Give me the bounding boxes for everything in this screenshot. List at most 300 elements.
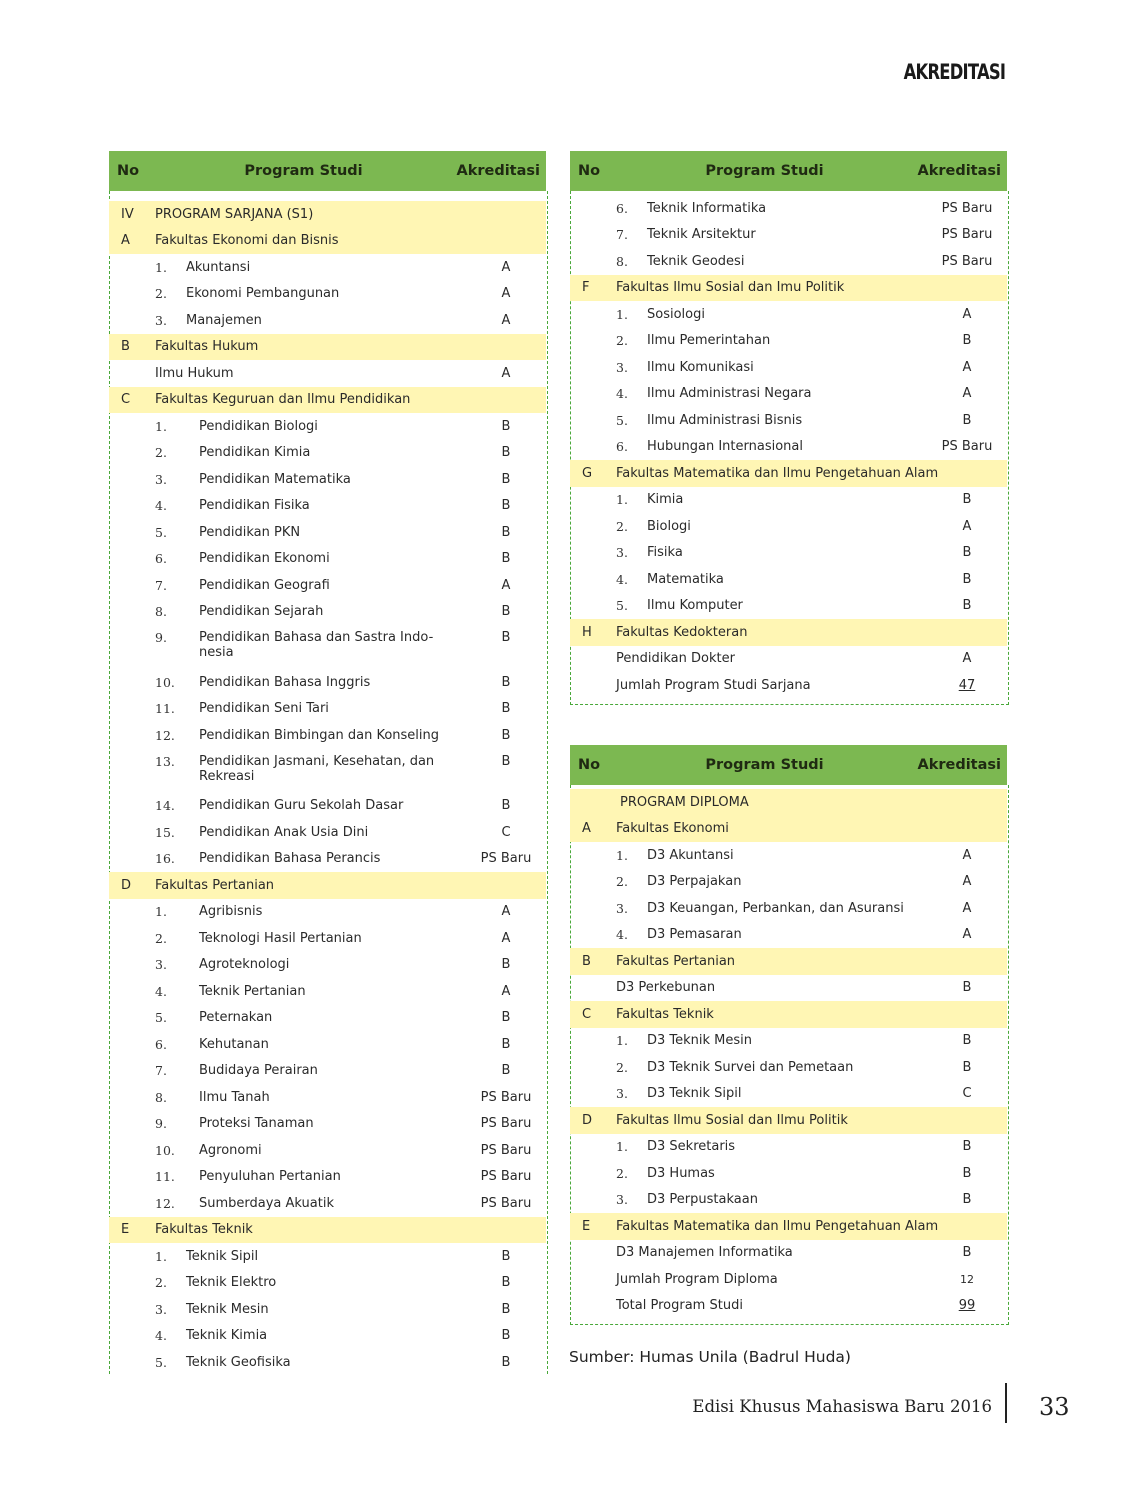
accreditation-value: B xyxy=(501,551,511,567)
accreditation-value: B xyxy=(501,701,511,717)
faculty-name: Fakultas Ilmu Sosial dan Ilmu Politik xyxy=(616,1112,848,1128)
program-row xyxy=(109,952,546,979)
faculty-row xyxy=(109,387,546,414)
column-header-no: No xyxy=(578,757,601,773)
faculty-row xyxy=(570,1001,1007,1028)
program-name: Biologi xyxy=(647,518,691,534)
program-name: Pendidikan Ekonomi xyxy=(199,551,330,567)
program-name: Ekonomi Pembangunan xyxy=(186,286,340,302)
item-number: 1. xyxy=(616,847,628,863)
program-name: D3 Pemasaran xyxy=(647,927,742,943)
item-number: 4. xyxy=(155,983,167,999)
program-name: Akuntansi xyxy=(186,259,251,275)
item-number: 14. xyxy=(155,798,175,814)
faculty-code: G xyxy=(582,465,593,481)
accreditation-value: B xyxy=(962,980,972,996)
program-row xyxy=(570,540,1007,567)
item-number: 5. xyxy=(616,598,628,614)
program-name: Teknik Informatika xyxy=(647,200,767,216)
program-name: Ilmu Pemerintahan xyxy=(647,333,771,349)
program-name: Teknologi Hasil Pertanian xyxy=(199,930,362,946)
item-number: 1. xyxy=(155,418,167,434)
accreditation-value: B xyxy=(501,1354,511,1370)
item-number: 1. xyxy=(155,1248,167,1264)
program-name: Hubungan Internasional xyxy=(647,439,803,455)
column-header-program: Program Studi xyxy=(244,163,363,179)
program-name: Proteksi Tanaman xyxy=(199,1116,314,1132)
faculty-name: Fakultas Keguruan dan Ilmu Pendidikan xyxy=(155,392,411,408)
program-row xyxy=(570,195,1007,222)
program-name: Ilmu Administrasi Bisnis xyxy=(647,412,803,428)
program-row xyxy=(109,599,546,626)
item-number: 3. xyxy=(155,471,167,487)
program-row xyxy=(109,254,546,281)
item-number: 3. xyxy=(616,545,628,561)
item-number: 3. xyxy=(616,1192,628,1208)
faculty-row xyxy=(570,460,1007,487)
program-row xyxy=(570,1054,1007,1081)
item-number: 8. xyxy=(155,1089,167,1105)
program-name: Fisika xyxy=(647,545,683,561)
program-row xyxy=(109,846,546,873)
program-name: Jumlah Program Diploma xyxy=(616,1271,778,1287)
program-row xyxy=(570,407,1007,434)
program-name: Ilmu Komunikasi xyxy=(647,359,754,375)
item-number: 1. xyxy=(155,259,167,275)
column-header-akreditasi: Akreditasi xyxy=(456,163,540,179)
total-row xyxy=(570,672,1007,699)
program-row xyxy=(570,248,1007,275)
accreditation-value: A xyxy=(501,286,511,302)
item-number: 12. xyxy=(155,727,175,743)
column-header-akreditasi: Akreditasi xyxy=(917,757,1001,773)
accreditation-value: PS Baru xyxy=(941,227,993,243)
program-name: Pendidikan Fisika xyxy=(199,498,310,514)
program-name: Ilmu Komputer xyxy=(647,598,743,614)
accreditation-value: B xyxy=(962,333,972,349)
item-number: 7. xyxy=(616,227,628,243)
program-name: Teknik Geodesi xyxy=(647,253,745,269)
program-name: Agribisnis xyxy=(199,904,263,920)
accreditation-value: PS Baru xyxy=(480,1195,532,1211)
accreditation-value: B xyxy=(501,498,511,514)
item-number: 8. xyxy=(616,253,628,269)
accreditation-value: B xyxy=(501,1301,511,1317)
program-name: Pendidikan Biologi xyxy=(199,418,318,434)
table-header xyxy=(570,745,1007,785)
faculty-name: Fakultas Matematika dan Ilmu Pengetahuan Alam xyxy=(616,1218,939,1234)
faculty-code: D xyxy=(121,877,132,893)
program-name: Ilmu Hukum xyxy=(155,365,234,381)
program-name: Penyuluhan Pertanian xyxy=(199,1169,341,1185)
program-name: D3 Teknik Sipil xyxy=(647,1086,742,1102)
program-row xyxy=(570,922,1007,949)
program-row xyxy=(109,1137,546,1164)
faculty-code: A xyxy=(582,821,591,837)
accreditation-value: B xyxy=(501,1010,511,1026)
column-header-akreditasi: Akreditasi xyxy=(917,163,1001,179)
item-number: 12. xyxy=(155,1195,175,1211)
table-body xyxy=(570,191,1007,705)
faculty-name: PROGRAM SARJANA (S1) xyxy=(155,206,314,222)
item-number: 7. xyxy=(155,577,167,593)
source-note: Sumber: Humas Unila (Badrul Huda) xyxy=(569,1348,851,1366)
accreditation-value: B xyxy=(501,630,511,645)
accreditation-value: B xyxy=(501,753,511,769)
item-number: 3. xyxy=(616,1086,628,1102)
program-name: Teknik Pertanian xyxy=(199,983,306,999)
item-number: 2. xyxy=(616,333,628,349)
item-number: 15. xyxy=(155,824,175,840)
faculty-name: Fakultas Pertanian xyxy=(155,877,275,893)
program-row xyxy=(570,328,1007,355)
accreditation-value: B xyxy=(962,1165,972,1181)
total-row xyxy=(570,1293,1007,1320)
program-row xyxy=(109,625,546,669)
program-row xyxy=(570,869,1007,896)
column-header-no: No xyxy=(117,163,140,179)
program-name: D3 Manajemen Informatika xyxy=(616,1245,793,1261)
faculty-code: C xyxy=(121,392,131,408)
accreditation-value: B xyxy=(501,674,511,690)
program-row xyxy=(109,1349,546,1376)
accreditation-value: A xyxy=(962,386,972,402)
program-name: Pendidikan Bahasa Perancis xyxy=(199,851,381,867)
table-diploma xyxy=(570,745,1007,1325)
faculty-row xyxy=(109,872,546,899)
item-number: 6. xyxy=(155,1036,167,1052)
program-name: Agronomi xyxy=(199,1142,262,1158)
item-number: 4. xyxy=(155,498,167,514)
program-name: Teknik Mesin xyxy=(186,1301,269,1317)
faculty-row xyxy=(109,228,546,255)
faculty-name: Fakultas Hukum xyxy=(155,339,259,355)
program-row xyxy=(570,222,1007,249)
accreditation-value: B xyxy=(501,471,511,487)
accreditation-value: B xyxy=(501,524,511,540)
program-row xyxy=(570,1134,1007,1161)
program-row xyxy=(109,307,546,334)
faculty-name: Fakultas Ilmu Sosial dan Imu Politik xyxy=(616,280,845,296)
item-number: 8. xyxy=(155,604,167,620)
table-body xyxy=(570,785,1007,1325)
item-number: 4. xyxy=(616,386,628,402)
program-name: Pendidikan Dokter xyxy=(616,651,735,667)
faculty-row xyxy=(570,1107,1007,1134)
accreditation-value: B xyxy=(962,1245,972,1261)
accreditation-value: A xyxy=(501,904,511,920)
program-name: Pendidikan Bahasa dan Sastra Indo- nesia xyxy=(199,630,434,660)
accreditation-value: A xyxy=(962,306,972,322)
program-name: Pendidikan Guru Sekolah Dasar xyxy=(199,798,404,814)
item-number: 3. xyxy=(155,312,167,328)
accreditation-value: A xyxy=(962,900,972,916)
item-number: 3. xyxy=(616,900,628,916)
accreditation-value: B xyxy=(962,1059,972,1075)
program-row xyxy=(109,1084,546,1111)
program-name: Pendidikan Anak Usia Dini xyxy=(199,824,369,840)
accreditation-value: B xyxy=(501,445,511,461)
accreditation-value: B xyxy=(501,957,511,973)
program-name: Sosiologi xyxy=(647,306,705,322)
column-header-no: No xyxy=(578,163,601,179)
program-row xyxy=(109,493,546,520)
accreditation-value: B xyxy=(962,1192,972,1208)
accreditation-value: A xyxy=(962,359,972,375)
program-row xyxy=(570,513,1007,540)
program-row xyxy=(109,722,546,749)
table-sarjana-left xyxy=(109,151,546,1374)
item-number: 2. xyxy=(616,518,628,534)
program-row xyxy=(109,572,546,599)
faculty-name: Fakultas Teknik xyxy=(616,1006,714,1022)
accreditation-value: B xyxy=(962,571,972,587)
program-row xyxy=(109,1190,546,1217)
faculty-row xyxy=(570,816,1007,843)
accreditation-value: PS Baru xyxy=(480,1142,532,1158)
footer-edition: Edisi Khusus Mahasiswa Baru 2016 xyxy=(692,1397,992,1416)
item-number: 2. xyxy=(155,286,167,302)
program-row xyxy=(570,593,1007,620)
faculty-code: D xyxy=(582,1112,593,1128)
program-row xyxy=(570,1187,1007,1214)
item-number: 11. xyxy=(155,701,175,717)
program-name: Manajemen xyxy=(186,312,262,328)
item-number: 16. xyxy=(155,851,175,867)
program-row xyxy=(109,519,546,546)
faculty-code: B xyxy=(121,339,130,355)
accreditation-value: A xyxy=(962,874,972,890)
accreditation-value: A xyxy=(501,259,511,275)
program-name: Total Program Studi xyxy=(616,1298,743,1314)
program-row xyxy=(570,1160,1007,1187)
program-name: Kehutanan xyxy=(199,1036,269,1052)
accreditation-value: B xyxy=(501,1063,511,1079)
accreditation-value: B xyxy=(962,545,972,561)
item-number: 10. xyxy=(155,1142,175,1158)
accreditation-value: B xyxy=(962,492,972,508)
program-name: Jumlah Program Studi Sarjana xyxy=(616,677,811,693)
program-name: Matematika xyxy=(647,571,724,587)
item-number: 10. xyxy=(155,674,175,690)
accreditation-value: PS Baru xyxy=(480,1169,532,1185)
item-number: 2. xyxy=(616,1165,628,1181)
item-number: 4. xyxy=(155,1328,167,1344)
program-row xyxy=(109,1111,546,1138)
accreditation-value: B xyxy=(501,418,511,434)
item-number: 2. xyxy=(616,1059,628,1075)
item-number: 4. xyxy=(616,927,628,943)
faculty-code: A xyxy=(121,233,130,249)
program-row xyxy=(570,1081,1007,1108)
faculty-code: H xyxy=(582,624,592,640)
faculty-name: Fakultas Pertanian xyxy=(616,953,736,969)
program-name: Pendidikan Matematika xyxy=(199,471,351,487)
item-number: 6. xyxy=(155,551,167,567)
program-row xyxy=(570,487,1007,514)
program-row xyxy=(570,646,1007,673)
accreditation-value: B xyxy=(501,604,511,620)
program-row xyxy=(109,1243,546,1270)
program-row xyxy=(109,899,546,926)
accreditation-value: B xyxy=(962,1033,972,1049)
program-name: D3 Perpustakaan xyxy=(647,1192,758,1208)
program-row xyxy=(109,1323,546,1350)
program-name: Budidaya Perairan xyxy=(199,1063,318,1079)
program-row xyxy=(109,925,546,952)
program-row xyxy=(109,1058,546,1085)
program-row xyxy=(570,1028,1007,1055)
accreditation-value: A xyxy=(501,577,511,593)
program-name: D3 Akuntansi xyxy=(647,847,734,863)
program-row xyxy=(109,978,546,1005)
accreditation-value: 12 xyxy=(960,1272,974,1286)
accreditation-value: PS Baru xyxy=(480,851,532,867)
faculty-name: Fakultas Matematika dan Ilmu Pengetahuan Alam xyxy=(616,465,939,481)
item-number: 1. xyxy=(616,1033,628,1049)
program-row xyxy=(109,1005,546,1032)
item-number: 2. xyxy=(155,930,167,946)
program-name: Pendidikan Sejarah xyxy=(199,604,324,620)
program-row xyxy=(109,696,546,723)
accreditation-value: B xyxy=(962,412,972,428)
program-row xyxy=(109,281,546,308)
program-name: Pendidikan Geografi xyxy=(199,577,330,593)
program-row xyxy=(109,669,546,696)
program-row xyxy=(109,440,546,467)
item-number: 5. xyxy=(155,1354,167,1370)
faculty-row xyxy=(109,334,546,361)
item-number: 3. xyxy=(155,957,167,973)
accreditation-value: B xyxy=(501,1036,511,1052)
program-name: Sumberdaya Akuatik xyxy=(199,1195,334,1211)
faculty-row xyxy=(570,275,1007,302)
column-header-program: Program Studi xyxy=(705,163,824,179)
program-row xyxy=(109,819,546,846)
program-name: D3 Perkebunan xyxy=(616,980,716,996)
faculty-code: IV xyxy=(121,206,134,222)
program-row xyxy=(109,1031,546,1058)
footer-divider xyxy=(1005,1383,1007,1423)
accreditation-value: A xyxy=(501,312,511,328)
program-row xyxy=(109,466,546,493)
item-number: 4. xyxy=(616,571,628,587)
accreditation-value: A xyxy=(501,930,511,946)
faculty-code: F xyxy=(582,280,590,296)
program-row xyxy=(570,1240,1007,1267)
accreditation-value: A xyxy=(962,518,972,534)
item-number: 3. xyxy=(616,359,628,375)
program-name: D3 Humas xyxy=(647,1165,715,1181)
item-number: 2. xyxy=(155,1275,167,1291)
accreditation-value: A xyxy=(962,651,972,667)
program-row xyxy=(570,354,1007,381)
program-name: Teknik Sipil xyxy=(186,1248,259,1264)
faculty-row xyxy=(570,789,1007,816)
table-sarjana-right xyxy=(570,151,1007,705)
program-name: Teknik Elektro xyxy=(186,1275,277,1291)
program-row xyxy=(570,1266,1007,1293)
item-number: 5. xyxy=(155,1010,167,1026)
faculty-name: Fakultas Ekonomi xyxy=(616,821,729,837)
program-name: D3 Keuangan, Perbankan, dan Asuransi xyxy=(647,900,904,916)
item-number: 11. xyxy=(155,1169,175,1185)
item-number: 1. xyxy=(155,904,167,920)
item-number: 1. xyxy=(616,306,628,322)
program-name: Teknik Arsitektur xyxy=(647,227,756,243)
item-number: 1. xyxy=(616,492,628,508)
program-name: D3 Teknik Mesin xyxy=(647,1033,753,1049)
program-name: D3 Teknik Survei dan Pemetaan xyxy=(647,1059,854,1075)
accreditation-value: PS Baru xyxy=(941,200,993,216)
faculty-row xyxy=(570,1213,1007,1240)
item-number: 9. xyxy=(155,1116,167,1132)
program-name: Pendidikan Bahasa Inggris xyxy=(199,674,371,690)
program-name: Pendidikan Kimia xyxy=(199,445,311,461)
accreditation-value: PS Baru xyxy=(941,439,993,455)
program-row xyxy=(109,546,546,573)
faculty-row xyxy=(109,1217,546,1244)
program-name: Teknik Kimia xyxy=(186,1328,268,1344)
program-name: D3 Perpajakan xyxy=(647,874,742,890)
page-section-title: AKREDITASI xyxy=(903,60,1005,84)
faculty-row xyxy=(109,201,546,228)
faculty-name: Fakultas Ekonomi dan Bisnis xyxy=(155,233,339,249)
program-row xyxy=(570,975,1007,1002)
page-number: 33 xyxy=(1039,1393,1070,1421)
faculty-row xyxy=(570,619,1007,646)
faculty-code: C xyxy=(582,1006,592,1022)
faculty-name: Fakultas Kedokteran xyxy=(616,624,748,640)
accreditation-value: PS Baru xyxy=(941,253,993,269)
item-number: 9. xyxy=(155,630,167,645)
program-name: Teknik Geofisika xyxy=(186,1354,291,1370)
program-name: Pendidikan Bimbingan dan Konseling xyxy=(199,727,440,743)
item-number: 6. xyxy=(616,439,628,455)
faculty-code: B xyxy=(582,953,591,969)
item-number: 2. xyxy=(616,874,628,890)
item-number: 3. xyxy=(155,1301,167,1317)
program-name: Peternakan xyxy=(199,1010,273,1026)
accreditation-value: PS Baru xyxy=(480,1116,532,1132)
accreditation-value: B xyxy=(962,598,972,614)
faculty-row xyxy=(570,948,1007,975)
accreditation-value: C xyxy=(501,824,511,840)
program-name: Pendidikan Jasmani, Kesehatan, dan Rekreasi xyxy=(199,753,435,784)
item-number: 2. xyxy=(155,445,167,461)
program-name: Ilmu Administrasi Negara xyxy=(647,386,812,402)
accreditation-value: B xyxy=(501,798,511,814)
program-name: Ilmu Tanah xyxy=(199,1089,270,1105)
table-body xyxy=(109,191,546,1374)
program-name: D3 Sekretaris xyxy=(647,1139,736,1155)
item-number: 5. xyxy=(616,412,628,428)
program-row xyxy=(570,842,1007,869)
accreditation-value: A xyxy=(501,983,511,999)
program-row xyxy=(570,381,1007,408)
program-name: Pendidikan PKN xyxy=(199,524,301,540)
program-name: Agroteknologi xyxy=(199,957,290,973)
program-row xyxy=(109,749,546,793)
program-row xyxy=(570,566,1007,593)
accreditation-value: A xyxy=(962,847,972,863)
program-row xyxy=(109,1270,546,1297)
program-row xyxy=(570,434,1007,461)
item-number: 1. xyxy=(616,1139,628,1155)
accreditation-value: PS Baru xyxy=(480,1089,532,1105)
accreditation-value: B xyxy=(501,1275,511,1291)
item-number: 7. xyxy=(155,1063,167,1079)
